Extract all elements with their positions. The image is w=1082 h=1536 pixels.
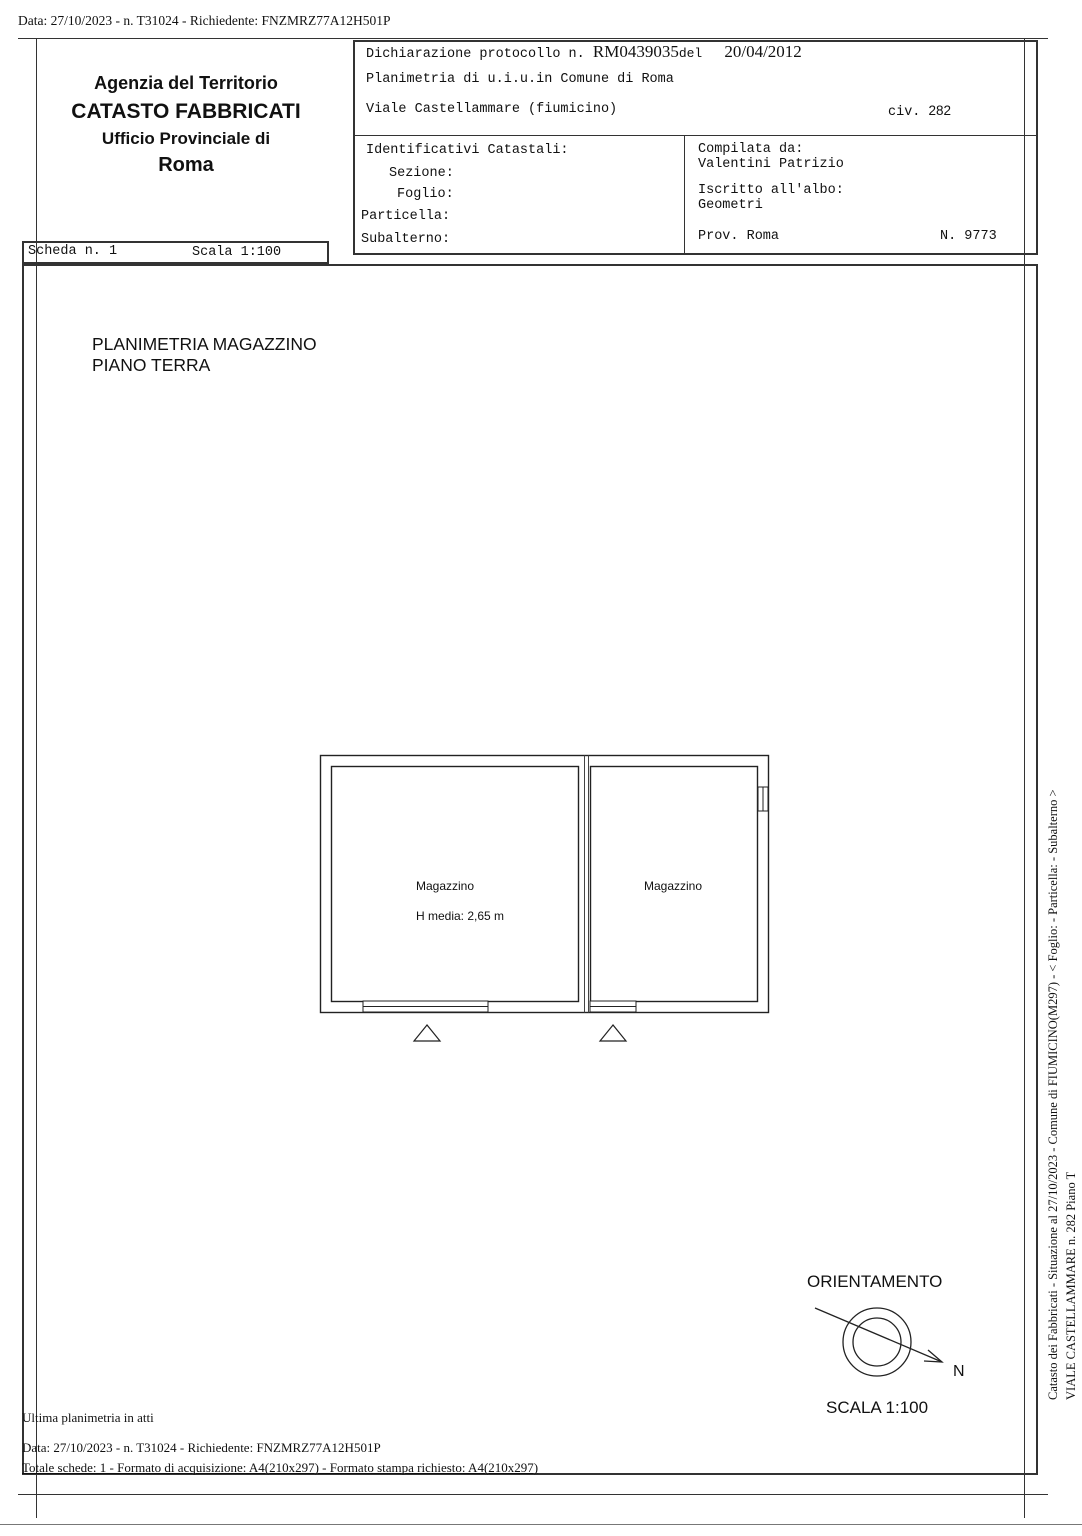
office-city: Roma [158,154,214,176]
compiled-label: Compilata da: [698,142,804,157]
address: Viale Castellammare (fiumicino) [366,102,618,117]
agency-name: Agenzia del Territorio [94,73,278,93]
protocol-number: RM0439035 [592,42,679,61]
declaration-date: 20/04/2012 [724,42,802,61]
albo-label: Iscritto all'albo: [698,183,844,198]
scheda-label: Scheda n. 1 [28,244,118,259]
compiler-name: Valentini Patrizio [698,157,844,172]
side-cadastre-note: Catasto dei Fabbricati - Situazione al 27/10/2023 - Comune di FIUMICINO(M297) - < Foglio: - Particella: - Subalterno > [1046,789,1060,1400]
declaration-label: Dichiarazione protocollo n. [366,47,585,62]
del-label: del [678,46,703,61]
header-divider [353,135,1038,136]
prov-label: Prov. Roma [698,229,780,244]
compass-icon [812,1300,972,1390]
frame-top-line [18,38,1048,39]
identifiers-title: Identificativi Catastali: [366,143,569,158]
agency-block [36,74,336,175]
floor-plan [310,745,780,1050]
side-address-note: VIALE CASTELLAMMARE n. 282 Piano T [1064,1171,1078,1400]
page-bottom-line [0,1524,1082,1525]
room2-name: Magazzino [644,879,703,893]
civ-field [888,103,951,120]
registration-number: N. 9773 [940,229,997,244]
scheda-scale: Scala 1:100 [192,245,282,260]
plan-title: Planimetria di u.i.u.in Comune di Roma [366,72,674,87]
top-header: Data: 27/10/2023 - n. T31024 - Richiedente: FNZMRZ77A12H501P [18,13,391,28]
catasto-title: CATASTO FABBRICATI [71,100,301,123]
header-column-divider [684,135,685,255]
civ-label: civ. [888,105,921,120]
room1-name: Magazzino [416,879,475,893]
orientation-title: ORIENTAMENTO [807,1272,943,1291]
office-label: Ufficio Provinciale di [101,129,271,148]
north-label: N [953,1363,965,1380]
drawing-title-line2: PIANO TERRA [92,355,211,375]
frame-bottom-line [18,1494,1048,1495]
declaration-line [366,42,802,62]
albo-value: Geometri [698,198,763,213]
foglio-label: Foglio: [397,187,454,202]
room1-height: H media: 2,65 m [416,909,505,923]
last-plan-note: Ultima planimetria in atti [22,1410,154,1425]
particella-label: Particella: [361,209,451,224]
subalterno-label: Subalterno: [361,232,451,247]
orientation-scale: SCALA 1:100 [826,1398,929,1417]
footer-totals: Totale schede: 1 - Formato di acquisizione: A4(210x297) - Formato stampa richiesto: A4(210x297) [22,1460,539,1475]
drawing-title-line1: PLANIMETRIA MAGAZZINO [92,334,317,354]
drawing-title [92,334,317,376]
sezione-label: Sezione: [389,166,454,181]
footer-data-line: Data: 27/10/2023 - n. T31024 - Richiedente: FNZMRZ77A12H501P [22,1440,381,1455]
civ-number: 282 [928,103,952,118]
